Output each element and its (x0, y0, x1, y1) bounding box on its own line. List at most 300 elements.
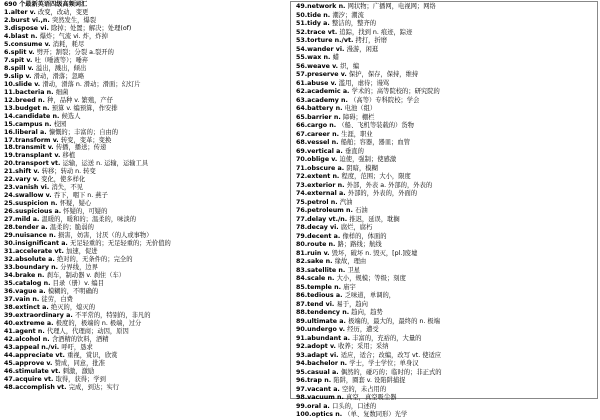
entry-part-of-speech: n. (325, 258, 335, 265)
entry-definition: 易于，趋向 (336, 300, 368, 308)
entry-part-of-speech: v. (29, 9, 38, 16)
entry-definition: 消耗，耗尽 (52, 40, 85, 48)
entry-word: 6.split (4, 48, 29, 56)
entry-word: 68.vessel (296, 139, 332, 146)
entry-part-of-speech: a. (331, 368, 341, 376)
entry-definition: 校园 (53, 120, 67, 128)
vocab-entry (4, 105, 284, 113)
entry-word: 95.casual (296, 368, 332, 376)
vocab-entry (4, 232, 284, 240)
vocab-entry (4, 49, 284, 57)
entry-word: 33.boundary (4, 264, 52, 271)
entry-definition: 毁坏，破坏 n. 毁灭，[pl.]废墟 (331, 249, 418, 257)
left-column (4, 9, 284, 400)
vocab-entry (296, 207, 598, 216)
entry-definition: 庙宇 (343, 283, 356, 291)
entry-part-of-speech: n./vi. (41, 343, 62, 351)
entry-definition: 潮汐；潮流 (332, 11, 364, 19)
entry-definition: 推迟，延误，耽搁 (349, 215, 400, 223)
entry-part-of-speech: vi. (40, 24, 52, 32)
vocab-entry (296, 190, 598, 199)
entry-part-of-speech: n. (38, 96, 48, 104)
entry-definition: 卫星 (347, 266, 361, 274)
entry-word: 89.ultimate (296, 317, 340, 325)
entry-definition: 趋向，趋势 (351, 309, 383, 316)
entry-definition: （船、飞机等装载的）货物 (338, 122, 414, 129)
entry-word: 45.approve (4, 359, 47, 367)
entry-definition: 经历，遭受 (347, 326, 379, 333)
entry-word: 26.suspicious (4, 208, 55, 216)
vocab-entry (296, 165, 598, 174)
vocab-entry (4, 129, 284, 137)
entry-definition: 爆炸；气流 vi. 炸，炸掉 (39, 32, 108, 40)
entry-word: 24.swallow (4, 192, 46, 200)
entry-definition: 腐烂，腐朽 (340, 224, 373, 231)
vocab-entry (296, 46, 598, 55)
entry-definition: 网状物；广播网，电视网；网络 (347, 3, 436, 10)
entry-word: 93.adapt (296, 351, 330, 359)
vocab-entry (4, 344, 284, 352)
entry-word: 37.vain (4, 295, 33, 303)
vocab-entry (296, 63, 598, 72)
entry-part-of-speech: vt. (50, 160, 63, 168)
vocab-entry (296, 20, 598, 29)
entry-definition: 滥用，虐待；谩骂 (338, 79, 390, 87)
entry-part-of-speech: v. (46, 359, 55, 367)
vocab-entry (296, 224, 598, 233)
entry-word: 98.vacuum (296, 394, 337, 401)
entry-part-of-speech: n. (333, 113, 343, 121)
entry-word: 38.extinct (4, 303, 43, 311)
entry-definition: 学士，学士学位；单身汉 (349, 360, 419, 367)
entry-part-of-speech: vt. (327, 28, 340, 36)
entry-part-of-speech: a. (32, 216, 42, 224)
entry-word: 41.agent (4, 327, 38, 335)
entry-part-of-speech: a. (323, 20, 332, 27)
entry-word: 79.decent (296, 232, 334, 240)
entry-definition: 候选人 (61, 112, 81, 120)
entry-part-of-speech: v. (44, 40, 53, 48)
entry-definition: 绝对的，无条件的；完全的 (56, 256, 133, 264)
vocab-entry (296, 97, 598, 106)
entry-part-of-speech: vi. (40, 184, 52, 192)
vocab-entry (4, 25, 284, 33)
entry-definition: 漫游，闲逛 (346, 45, 379, 53)
entry-word: 85.temple (296, 283, 335, 291)
vocab-entry (4, 280, 284, 288)
entry-word: 96.trap (296, 377, 325, 384)
entry-part-of-speech: n. (37, 327, 47, 335)
entry-part-of-speech: v. (323, 249, 332, 257)
vocab-entry (296, 352, 598, 361)
entry-definition: 阴暗，模糊 (346, 164, 378, 172)
entry-part-of-speech: v. (339, 326, 348, 333)
entry-definition: 重视，赏识，欣赏 (67, 351, 118, 359)
entry-part-of-speech: vt. (55, 351, 68, 359)
entry-part-of-speech: n. (327, 275, 337, 282)
entry-part-of-speech: a. (48, 256, 57, 264)
entry-word: 16.liberal (4, 128, 40, 136)
entry-word: 99.oral (296, 402, 324, 410)
page-title: 690 个最新英语四级高频词汇 (4, 1, 88, 8)
vocab-entry (296, 326, 598, 335)
entry-definition: 传播，播送；传递 (55, 144, 107, 152)
entry-definition: 除掉；处置；解决；处理(of) (51, 24, 132, 32)
entry-definition: 外部的，外表的，外面的 (347, 190, 418, 197)
vocab-entry (296, 394, 598, 403)
entry-part-of-speech: vt./n. (328, 215, 350, 223)
entry-definition: 怀疑的，可疑的 (63, 208, 108, 216)
entry-definition: 缘故，理由 (334, 258, 367, 265)
entry-part-of-speech: v. (34, 80, 43, 88)
entry-part-of-speech: n./vt. (334, 37, 356, 44)
entry-definition: 适应，适合；改编，改写 vt. 使适应 (340, 351, 442, 359)
entry-word: 49.network (296, 3, 339, 10)
entry-definition: 赞成，同意，批准 (54, 359, 105, 367)
entry-part-of-speech: v. (32, 176, 42, 184)
entry-part-of-speech: n. (340, 360, 350, 367)
vocab-entry (4, 296, 284, 304)
entry-word: 11.bacteria (4, 88, 47, 96)
vocab-entry (4, 288, 284, 296)
vocab-entry (296, 3, 598, 12)
entry-definition: 整洁的，整齐的 (331, 20, 377, 27)
entry-part-of-speech: n. (52, 112, 62, 120)
entry-definition: 目录（册）v. 编目 (52, 279, 104, 287)
entry-definition: 空的，未占用的 (342, 385, 387, 393)
entry-part-of-speech: n. (323, 54, 333, 61)
vocab-entry (4, 312, 284, 320)
entry-definition: （单、复数同形）光学 (344, 411, 408, 418)
entry-word: 20.transport (4, 160, 51, 168)
entry-part-of-speech: n. (32, 295, 42, 303)
entry-part-of-speech: n. (332, 130, 342, 138)
entry-word: 3.dispose (4, 24, 41, 32)
entry-word: 51.tidy (296, 20, 324, 27)
vocab-entry (4, 256, 284, 264)
vocab-entry (4, 121, 284, 129)
entry-definition: 吞下，咽下 n. 燕子 (53, 192, 108, 200)
entry-definition: 运输，运送 n. 运输，运输工具 (62, 160, 149, 168)
entry-definition: 转变，变革；变换 (60, 136, 112, 144)
entry-part-of-speech: a. (46, 319, 56, 327)
entry-word: 100.optics (296, 411, 336, 418)
entry-word: 46.stimulate (4, 367, 51, 375)
entry-word: 39.extraordinary (4, 311, 67, 319)
vocab-entry (296, 37, 598, 46)
entry-definition: 口头的，口述的 (332, 402, 377, 410)
entry-word: 74.external (296, 190, 339, 197)
entry-part-of-speech: n. (342, 309, 352, 316)
entry-word: 83.satellite (296, 266, 339, 274)
entry-definition: 外部，外表 a. 外部的，外表的 (346, 181, 433, 189)
entry-definition: 分界线，边界 (60, 264, 98, 271)
vocab-entry (296, 250, 598, 259)
entry-definition: 预算 v. 编预算，作安排 (51, 104, 118, 112)
entry-word: 19.transplant (4, 152, 55, 160)
vocab-entry (296, 54, 598, 63)
entry-part-of-speech: n. (42, 335, 52, 343)
entry-part-of-speech: a. (38, 287, 48, 295)
entry-word: 36.vague (4, 287, 39, 295)
vocab-entry (296, 29, 598, 38)
entry-part-of-speech: n. (330, 198, 340, 206)
entry-word: 5.consume (4, 40, 45, 48)
entry-definition: 完成，到达；实行 (68, 383, 120, 391)
entry-word: 35.catalog (4, 279, 44, 287)
vocab-entry (296, 199, 598, 208)
entry-word: 32.absolute (4, 256, 49, 264)
entry-part-of-speech: vi. (325, 300, 337, 308)
entry-part-of-speech: v. (340, 71, 349, 78)
entry-definition: 温暖的，暖和的；温柔的，味淡的 (41, 216, 137, 224)
entry-word: 97.vacant (296, 385, 334, 393)
entry-part-of-speech: v. (52, 136, 61, 144)
entry-definition: 种，品种 v. 繁殖，产仔 (47, 96, 114, 104)
entry-word: 78.decay (296, 224, 331, 231)
entry-definition: 取得，获得；学到 (55, 375, 106, 383)
entry-definition: 吐（唾液等）；唾弃 (34, 56, 89, 64)
entry-definition: 偶然的，碰巧的；临时的；非正式的 (340, 368, 442, 376)
entry-definition: 蜡 (332, 54, 339, 61)
entry-definition: 怀疑，疑心 (59, 200, 92, 208)
entry-word: 63.academy (296, 96, 342, 104)
entry-definition: 拷打，折磨 (355, 37, 388, 44)
vocab-entry (4, 360, 284, 368)
vocab-entry (4, 65, 284, 73)
entry-word: 88.tendency (296, 309, 343, 316)
entry-part-of-speech: n. (334, 283, 344, 291)
vocab-entry (4, 248, 284, 256)
vocab-entry (296, 275, 598, 284)
entry-part-of-speech: a. (54, 208, 64, 216)
vocab-entry (296, 335, 598, 344)
entry-part-of-speech: n. (30, 32, 40, 40)
entry-definition: 细菌 (55, 88, 69, 96)
vocab-entry (296, 284, 598, 293)
vocab-entry (4, 368, 284, 376)
vocab-entry (4, 272, 284, 280)
entry-definition: 绝灭的，熄灭的 (50, 303, 95, 311)
entry-part-of-speech: n. (51, 264, 61, 271)
entry-word: 87.tend (296, 300, 326, 308)
entry-definition: 极度的，极端的 n. 极端，过分 (55, 319, 142, 327)
entry-definition: 呼吁，恳求 (61, 343, 93, 351)
entry-word: 22.vary (4, 176, 33, 184)
entry-part-of-speech: n. (323, 11, 333, 19)
vocab-entry (296, 411, 598, 420)
vocab-entry (4, 328, 284, 336)
entry-part-of-speech: n. (338, 3, 348, 10)
vocab-entry (296, 216, 598, 225)
vocab-entry (4, 73, 284, 81)
entry-definition: 不平常的，特别的，非凡的 (74, 311, 151, 319)
vocab-entry (4, 264, 284, 272)
entry-definition: 乏味道，单调的， (344, 292, 396, 299)
entry-definition: 收养；采用；采纳 (338, 343, 389, 350)
entry-part-of-speech: vt. (51, 367, 63, 375)
entry-part-of-speech: vi. (329, 351, 341, 359)
vocab-entry (296, 309, 598, 318)
entry-definition: 消失，不见 (51, 184, 83, 192)
entry-definition: 迫使，强制；使感激 (339, 156, 397, 163)
entry-part-of-speech: v. (330, 79, 339, 87)
entry-definition: 含酒精的饮料，酒精 (51, 335, 109, 343)
entry-word: 17.transform (4, 136, 53, 144)
entry-word: 80.route (296, 241, 329, 248)
entry-part-of-speech: n. (336, 394, 347, 401)
vocab-entry (296, 80, 598, 89)
entry-word: 4.blast (4, 32, 31, 40)
entry-part-of-speech: a. (338, 190, 348, 197)
entry-definition: 突然发生，爆裂 (51, 16, 97, 24)
vocab-entry (4, 81, 284, 89)
entry-word: 47.acquire (4, 375, 44, 383)
entry-part-of-speech: v. (47, 144, 56, 152)
vocab-entry (296, 292, 598, 301)
entry-word: 15.campus (4, 120, 45, 128)
vocab-entry (4, 89, 284, 97)
entry-part-of-speech: n. (328, 241, 338, 248)
entry-word: 62.academic (296, 88, 343, 95)
vocab-entry (4, 113, 284, 121)
entry-word: 27.mild (4, 216, 33, 224)
vocab-entry (296, 156, 598, 165)
entry-definition: 船舶；容器，器皿；血管 (340, 139, 410, 146)
entry-definition: 学术的；高等院校的；研究院的 (351, 88, 440, 95)
entry-part-of-speech: a. (61, 240, 71, 248)
entry-part-of-speech: n. (335, 105, 345, 112)
vocab-entry (4, 336, 284, 344)
vocab-entry (296, 360, 598, 369)
entry-word: 23.vanish (4, 184, 41, 192)
entry-part-of-speech: a. (41, 224, 50, 232)
entry-definition: 移植 (62, 152, 76, 160)
vocab-entry (296, 71, 598, 80)
entry-part-of-speech: n. (43, 279, 53, 287)
entry-word: 43.appeal (4, 343, 42, 351)
entry-word: 72.extent (296, 173, 333, 180)
entry-part-of-speech: vi. (330, 224, 341, 231)
entry-definition: 模糊的，不明确的 (47, 287, 99, 295)
vocab-entry (4, 41, 284, 49)
entry-definition: 无足轻重的；无足轻重的；无价值的 (70, 240, 171, 248)
entry-definition: 生涯，职业 (341, 130, 373, 138)
entry-word: 91.abundant (296, 334, 344, 342)
entry-word: 8.spill (4, 64, 28, 72)
vocab-entry (296, 12, 598, 21)
entry-part-of-speech: vt. (43, 375, 56, 383)
entry-part-of-speech: a. (333, 232, 343, 240)
entry-part-of-speech: v. (26, 56, 35, 64)
vocab-entry (296, 88, 598, 97)
entry-definition: 程度，范围；大小，限度 (341, 173, 411, 180)
right-column (296, 3, 598, 418)
entry-definition: 转移；转动 n. 转变 (41, 168, 96, 176)
entry-word: 81.ruin (296, 249, 324, 257)
entry-definition: 温柔的；脆弱的 (49, 224, 94, 232)
entry-part-of-speech: n. (329, 122, 339, 129)
entry-definition: 石油 (355, 207, 368, 214)
entry-part-of-speech: n. (37, 271, 47, 279)
entry-part-of-speech: a. (337, 164, 347, 172)
vocab-entry (296, 241, 598, 250)
entry-word: 73.exterior (296, 181, 338, 189)
entry-word: 25.suspicion (4, 200, 51, 208)
entry-part-of-speech: a. (333, 385, 343, 393)
entry-word: 57.preserve (296, 71, 341, 78)
entry-definition: 滑动，滑落；忽略 (33, 72, 85, 80)
entry-word: 21.shift (4, 168, 34, 176)
entry-definition: 徒劳，白费 (41, 295, 73, 303)
entry-part-of-speech: n. (346, 207, 356, 214)
entry-definition: 真空，真空吸尘器 (346, 394, 397, 401)
vocab-entry (296, 267, 598, 276)
vocab-entry (4, 304, 284, 312)
entry-definition: 织，编 (340, 62, 360, 70)
entry-part-of-speech: n. (324, 377, 334, 384)
vocab-entry (296, 403, 598, 412)
entry-part-of-speech: n. (332, 173, 342, 180)
entry-word: 14.candidate (4, 112, 53, 120)
vocab-entry (4, 224, 284, 232)
entry-definition: 大小，规模；等级；刻度 (336, 275, 406, 282)
entry-part-of-speech: n. (48, 232, 59, 240)
entry-word: 66.cargo (296, 122, 330, 129)
entry-part-of-speech: v. (27, 64, 36, 72)
entry-word: 52.trace (296, 28, 328, 36)
entry-word: 75.petrol (296, 198, 331, 206)
entry-word: 53.torture (296, 37, 335, 44)
entry-word: 70.oblige (296, 156, 332, 163)
entry-definition: 损害，妨害，讨厌（的人或事物） (58, 232, 153, 240)
entry-part-of-speech: a. (42, 303, 51, 311)
entry-word: 29.nuisance (4, 232, 49, 240)
entry-definition: 像样的，体面的 (342, 232, 387, 240)
entry-part-of-speech: v. (28, 48, 37, 56)
entry-definition: 加速，促进 (66, 248, 98, 256)
entry-word: 67.career (296, 130, 333, 138)
vocab-entry (4, 352, 284, 360)
vocab-entry (4, 240, 284, 248)
vocab-entry (296, 258, 598, 267)
entry-definition: 慷慨的；丰富的；自由的 (48, 128, 119, 136)
entry-word: 10.slide (4, 80, 35, 88)
entry-definition: 刹车，制动器 v. 刹住（车） (46, 271, 126, 279)
entry-part-of-speech: v. (332, 62, 341, 70)
vocab-entry (296, 386, 598, 395)
vocab-entry (4, 57, 284, 65)
entry-part-of-speech: a. (66, 311, 75, 319)
entry-part-of-speech: n. (46, 88, 56, 96)
entry-definition: 溢出，溅出，倾出 (35, 64, 87, 72)
entry-part-of-speech: vi. (335, 45, 347, 53)
vocab-entry (296, 131, 598, 140)
entry-word: 54.wander (296, 45, 336, 53)
vocab-entry (296, 233, 598, 242)
entry-part-of-speech: v. (25, 72, 34, 80)
entry-word: 13.budget (4, 104, 43, 112)
entry-word: 65.barrier (296, 113, 334, 121)
vocab-entry (4, 376, 284, 384)
entry-definition: 汽油 (339, 198, 353, 206)
vocab-entry (296, 343, 598, 352)
vocab-entry (296, 173, 598, 182)
vocab-entry (4, 320, 284, 328)
entry-definition: 代理人，代理商；动因，原因 (46, 327, 129, 335)
entry-word: 76.petroleum (296, 207, 347, 214)
entry-definition: 路；路线；航线 (337, 241, 382, 248)
